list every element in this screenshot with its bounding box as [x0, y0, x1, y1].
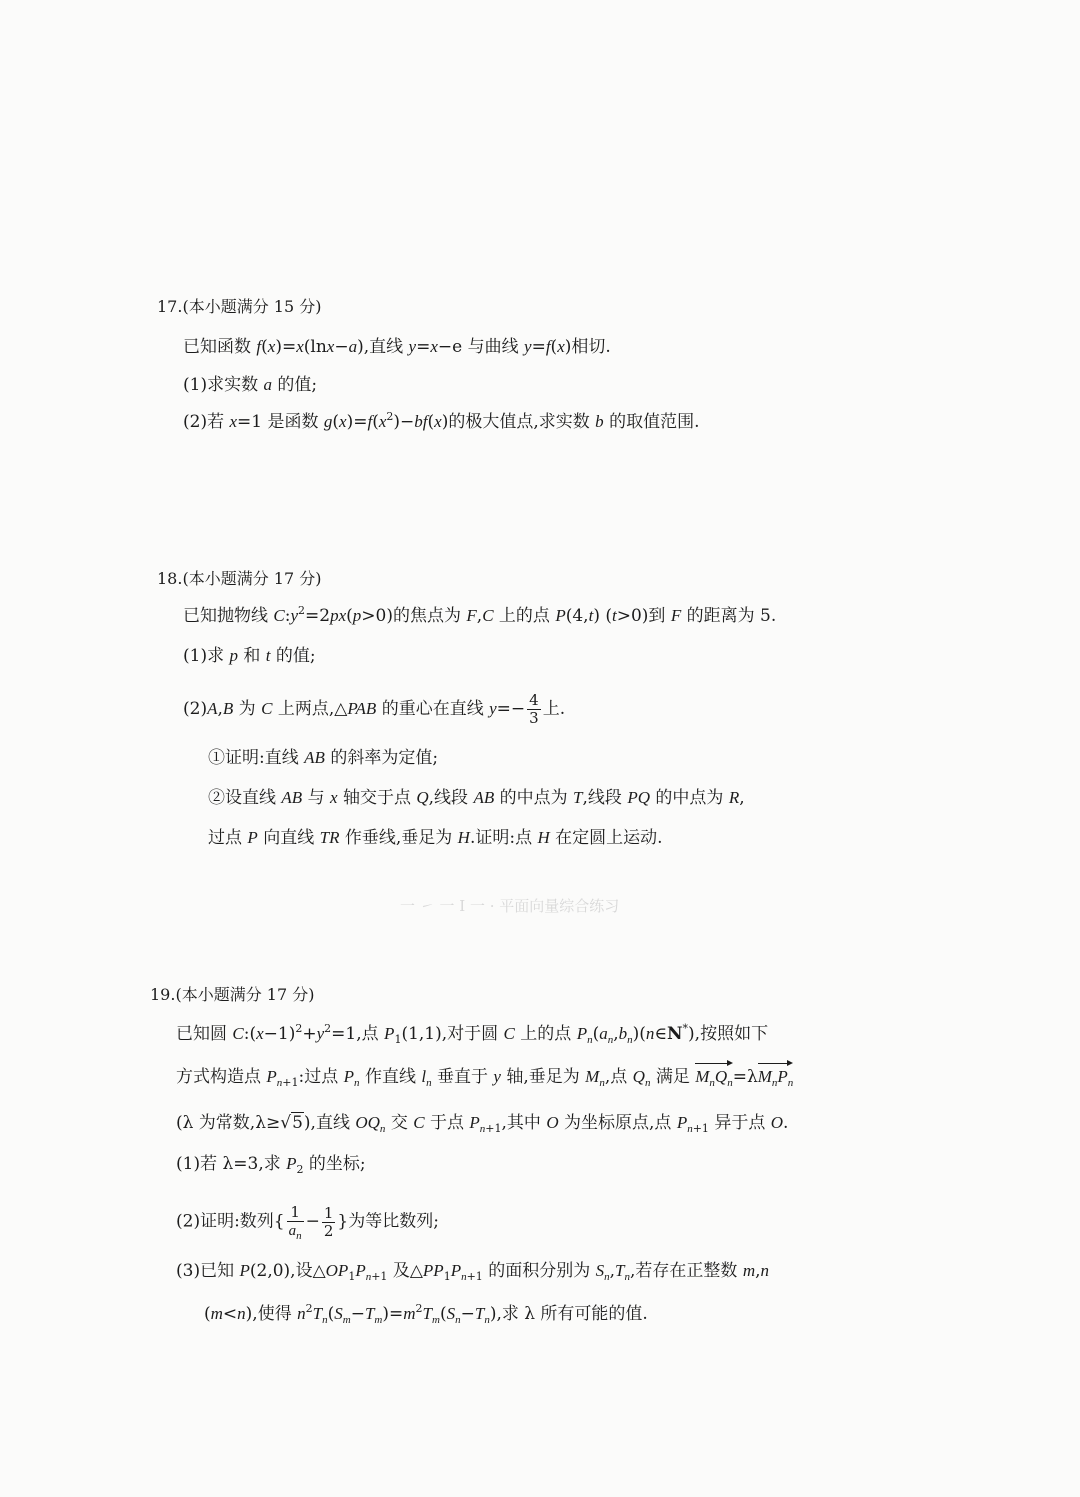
q18-part-2: (2)A,B 为 C 上两点,△PAB 的重心在直线 y=− $\frac{4}{3}$ 上. [183, 691, 566, 727]
q19-line-2: 方式构造点 $P_{n+1}$:过点 $P_n$ 作直线 $l_n$ 垂直于 y 轴,垂足为 $M_n$,点 $Q_n$ 满足 $M_nQ_n=\lambda M_nP_n$ [176, 1067, 794, 1089]
q19-part-3-cont: (m<n),使得 $n^2T_n(S_m-T_m)=m^2T_m(S_n-T_n)$,求 λ 所有可能的值. [204, 1302, 648, 1326]
q17-part-2: (2)若 x=1 是函数 $g(x)=f(x^2)-bf(x)$的极大值点,求实数 b 的取值范围. [183, 410, 700, 432]
q18-part-2-i: ①证明:直线 AB 的斜率为定值; [208, 748, 439, 768]
q18-line-1: 已知抛物线 $C:y^2=2px(p>0)$的焦点为 F,C 上的点 P(4,t) (t>0)到 F 的距离为 5. [183, 604, 777, 626]
q18-header: 18.(本小题满分 17 分) [157, 569, 322, 588]
q19-header: 19.(本小题满分 17 分) [150, 985, 315, 1004]
q17-part-1: (1)求实数 a 的值; [183, 375, 318, 395]
q17-line-1: 已知函数 f(x)=x(lnx−a),直线 y=x−e 与曲线 y=f(x)相切. [183, 337, 611, 357]
q18-part-2-ii: ②设直线 AB 与 x 轴交于点 Q,线段 AB 的中点为 T,线段 PQ 的中点为 R, [208, 788, 745, 808]
fraction-one-half: $\frac{1}{2}$ [323, 1203, 334, 1240]
q19-part-1: (1)若 λ=3,求 $P_2$ 的坐标; [176, 1154, 366, 1176]
q19-part-2: (2)证明:数列{ $\frac{1}{a_n}$ − $\frac{1}{2}$ }为等比数列; [176, 1203, 439, 1242]
q18-part-1: (1)求 p 和 t 的值; [183, 646, 316, 666]
q19-part-3: (3)已知 P(2,0),设$\triangle OP_1P_{n+1}$ 及$\triangle PP_1P_{n+1}$ 的面积分别为 $S_n,T_n$,若存在正整数 m,n [176, 1261, 769, 1283]
bleed-through-text: 一 ㇀ 一 I 一 · 平面向量综合练习 [400, 897, 620, 915]
fraction-four-thirds: $\frac{4}{3}$ [529, 691, 539, 727]
q19-line-1: 已知圆 $C:(x-1)^2+y^2=1$,点 $P_1(1,1)$,对于圆 C 上的点 $P_n(a_n,b_n)(n\in N^*)$,按照如下 [176, 1022, 769, 1046]
fraction-one-over-an: $\frac{1}{a_n}$ [288, 1203, 302, 1242]
q19-line-3: (λ 为常数,λ≥√5),直线 $OQ_n$ 交 C 于点 $P_{n+1}$,其中 O 为坐标原点,点 $P_{n+1}$ 异于点 O. [176, 1113, 789, 1135]
q18-part-2-ii-cont: 过点 P 向直线 TR 作垂线,垂足为 H.证明:点 H 在定圆上运动. [208, 828, 663, 848]
q17-header: 17.(本小题满分 15 分) [157, 297, 322, 316]
